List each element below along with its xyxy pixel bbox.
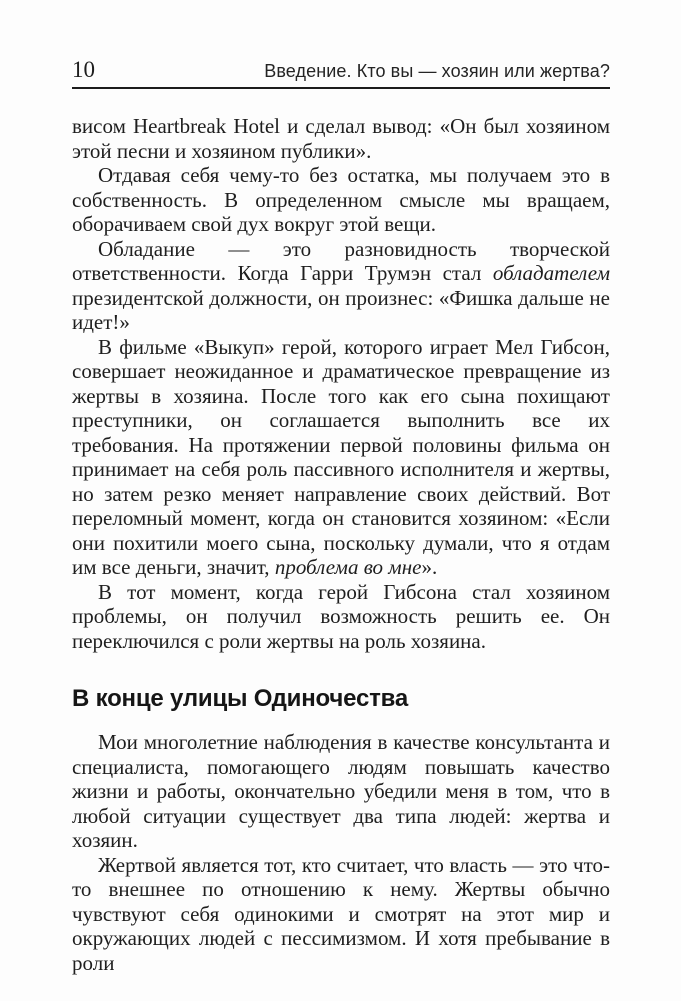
text-run: В фильме «Выкуп» герой, которого играет Мел Гибсон, совершает неожиданное и драматическое превращение из жертвы в хозяина. После того как его сына похищают преступники, он соглашается выполнить все их требования. На протяжении первой половины фильма он принимает на себя роль пассивного исполнителя и жертвы, но затем резко меняет направление своих действий. Вот переломный момент, когда он становится хозяином: «Если они похитили моего сына, поскольку думали, что я отдам им все деньги, значит, <box>72 334 610 579</box>
paragraph <box>72 114 610 163</box>
paragraph <box>72 335 610 580</box>
text-run: Обладание — это разновидность творческой ответственности. Когда Гарри Трумэн стал <box>72 236 610 285</box>
text-run: висом Heartbreak Hotel и сделал вывод: «Он был хозяином этой песни и хозяином публики». <box>72 114 610 163</box>
text-run: В тот момент, когда герой Гибсона стал хозяином проблемы, он получил возможность решить ее. Он переключился с роли жертвы на роль хозяина. <box>72 579 610 653</box>
paragraph <box>72 163 610 237</box>
page-header <box>72 58 610 87</box>
paragraph <box>72 580 610 654</box>
header-rule <box>72 87 610 89</box>
italic-text-run: обладателем <box>492 261 610 285</box>
text-run: Жертвой является тот, кто считает, что власть — это что-то внешнее по отношению к нему. Жертвы обычно чувствуют себя одинокими и смотрят на этот мир и окружающих людей с пессимизмом. И хотя пребывание в роли <box>72 852 610 975</box>
paragraph <box>72 237 610 335</box>
page-number: 10 <box>72 57 95 82</box>
text-run: президентской должности, он произнес: «Фишка дальше не идет!» <box>72 285 610 334</box>
section-heading: В конце улицы Одиночества <box>72 685 409 712</box>
italic-text-run: проблема во мне <box>274 555 422 579</box>
paragraph <box>72 730 610 853</box>
page-body <box>72 114 610 975</box>
text-run: Отдавая себя чему-то без остатка, мы получаем это в собственность. В определенном смысле мы вращаем, оборачиваем свой дух вокруг этой вещи. <box>72 163 610 236</box>
running-head: Введение. Кто вы — хозяин или жертва? <box>264 61 610 81</box>
text-run: Мои многолетние наблюдения в качестве консультанта и специалиста, помогающего людям повышать качество жизни и работы, окончательно убедили меня в том, что в любой ситуации существует два типа людей: жертва и хозяин. <box>72 730 610 852</box>
paragraph <box>72 853 610 976</box>
text-run: ». <box>421 555 438 579</box>
